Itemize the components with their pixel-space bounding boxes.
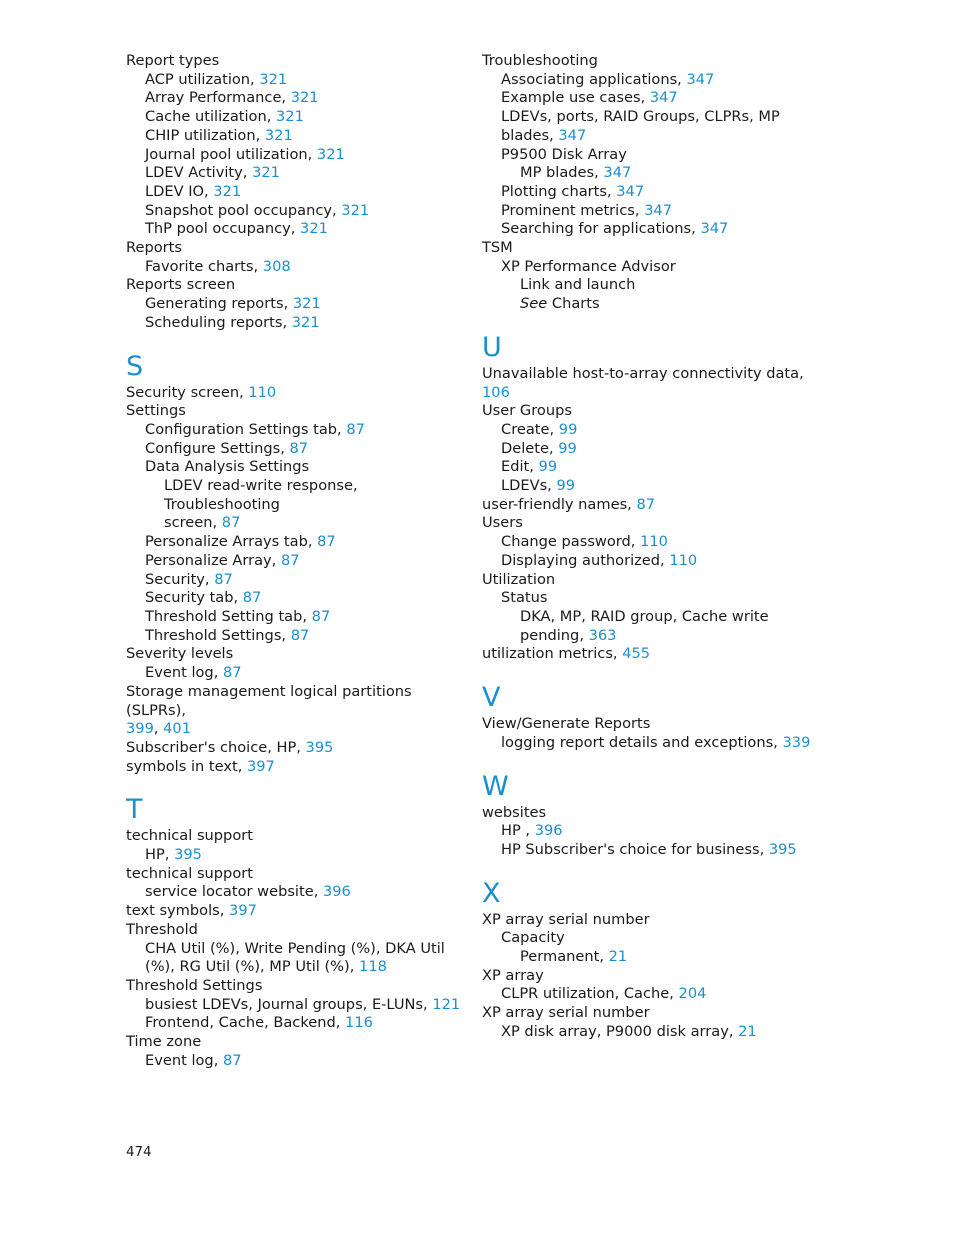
index-entry (126, 458, 461, 477)
index-term: Capacity (501, 929, 565, 947)
index-term: Personalize Arrays tab, (145, 533, 318, 551)
index-entry (482, 552, 817, 571)
index-entry (126, 921, 461, 940)
page-link[interactable]: 99 (556, 477, 576, 495)
index-entry (482, 1023, 817, 1042)
index-entry (482, 402, 817, 421)
index-term: View/Generate Reports (482, 715, 651, 733)
index-term: Troubleshooting (482, 52, 598, 69)
index-entry (482, 627, 817, 646)
index-entry (126, 314, 461, 333)
page-link[interactable]: 347 (603, 164, 632, 182)
page-link[interactable]: 106 (482, 383, 510, 401)
index-term: Reports (126, 239, 182, 257)
index-entry (482, 496, 817, 515)
index-term: Create, (501, 420, 559, 438)
index-entry (482, 985, 817, 1004)
index-entry (126, 1033, 461, 1052)
page-link[interactable]: 321 (291, 313, 320, 331)
page-link[interactable]: 395 (174, 846, 202, 864)
index-term: Event log, (145, 1051, 223, 1069)
index-entry (126, 683, 461, 720)
index-entry (482, 967, 817, 986)
page-link[interactable]: 321 (264, 126, 293, 144)
index-term: screen, (164, 514, 222, 532)
page-link[interactable]: 87 (289, 439, 309, 457)
page-link[interactable]: 204 (678, 985, 707, 1003)
index-entry (482, 108, 817, 127)
index-entry (482, 514, 817, 533)
index-term: blades, (501, 126, 559, 144)
index-entry (126, 477, 461, 514)
index-entry (482, 911, 817, 930)
index-entry (126, 533, 461, 552)
index-entry (126, 71, 461, 90)
index-entry (482, 571, 817, 590)
index-entry (482, 822, 817, 841)
page-link[interactable]: 396 (322, 883, 351, 901)
page-link[interactable]: 99 (558, 420, 578, 438)
page-link[interactable]: 116 (345, 1014, 373, 1032)
index-term: busiest LDEVs, Journal groups, E-LUNs, (145, 995, 433, 1013)
index-entry: 399, 401 (126, 720, 191, 738)
page-link[interactable]: 397 (246, 757, 275, 775)
index-entry (126, 571, 461, 590)
index-entry (126, 739, 461, 758)
index-entry (126, 514, 461, 533)
index-entry (482, 948, 817, 967)
index-term: websites (482, 803, 547, 821)
index-term: ThP pool occupancy, (145, 220, 301, 238)
page-link[interactable]: 347 (616, 182, 645, 200)
page-link[interactable]: 363 (588, 626, 617, 644)
index-entry (126, 52, 461, 71)
page-link[interactable]: 397 (229, 902, 257, 920)
index-entry (126, 164, 461, 183)
index-entry (126, 239, 461, 258)
index-entry (126, 865, 461, 884)
index-term: Data Analysis Settings (145, 458, 310, 476)
page-link[interactable]: 21 (738, 1022, 757, 1040)
index-term: Report types (126, 52, 220, 69)
index-letter-heading: X (482, 877, 501, 909)
index-entry (482, 645, 817, 664)
page-link[interactable]: 321 (292, 295, 321, 313)
index-entry (482, 440, 817, 459)
page-link[interactable]: 99 (538, 458, 558, 476)
index-term: Time zone (126, 1033, 202, 1051)
index-entry (126, 276, 461, 295)
page-link[interactable]: 347 (700, 220, 729, 238)
page-link[interactable]: 87 (317, 533, 336, 551)
index-entry (482, 52, 817, 71)
page-link[interactable]: 321 (276, 108, 304, 126)
index-entry (482, 734, 817, 753)
index-entry (126, 645, 461, 664)
page-link[interactable]: 347 (558, 126, 587, 144)
index-entry (126, 421, 461, 440)
index-term: logging report details and exceptions, (501, 733, 783, 751)
index-term: Prominent metrics, (501, 201, 645, 219)
index-term: user-friendly names, (482, 495, 637, 513)
index-entry (482, 1004, 817, 1023)
index-entry (126, 940, 461, 959)
page-link[interactable]: 308 (262, 257, 291, 275)
index-entry (482, 239, 817, 258)
index-term: Permanent, (520, 948, 609, 966)
index-term: symbols in text, (126, 757, 247, 775)
index-entry (482, 71, 817, 90)
index-term: DKA, MP, RAID group, Cache write (520, 607, 769, 625)
page-number: 474 (126, 1145, 152, 1160)
index-entry (126, 608, 461, 627)
index-term: Security tab, (145, 589, 243, 607)
page-link[interactable]: 87 (222, 664, 242, 682)
page-link[interactable]: 87 (221, 514, 241, 532)
index-entry (482, 715, 817, 734)
index-term: XP array (482, 966, 544, 984)
page-link[interactable]: 87 (214, 570, 233, 588)
index-entry (482, 365, 817, 402)
index-term: Frontend, Cache, Backend, (145, 1014, 346, 1032)
index-entry (126, 552, 461, 571)
page-link[interactable]: 395 (768, 840, 797, 858)
index-term: (%), RG Util (%), MP Util (%), (145, 958, 360, 976)
index-entry (126, 258, 461, 277)
index-term: LDEVs, (501, 477, 557, 495)
index-column-left (126, 52, 461, 1070)
index-entry (126, 664, 461, 683)
page-link[interactable]: 321 (316, 145, 345, 163)
index-term: XP array serial number (482, 1004, 650, 1022)
index-term: User Groups (482, 402, 572, 420)
index-term: XP array serial number (482, 910, 650, 928)
index-term: LDEV read-write response, Troubleshooting (164, 477, 358, 513)
index-entry (482, 458, 817, 477)
index-term: Reports screen (126, 276, 236, 294)
index-letter-heading: U (482, 331, 502, 363)
page-link[interactable]: 395 (305, 738, 334, 756)
index-letter-heading: S (126, 350, 144, 382)
index-entry (482, 295, 817, 314)
index-entry (126, 384, 461, 403)
index-term: Link and launch (520, 276, 636, 294)
index-term: Example use cases, (501, 89, 650, 107)
index-term: Utilization (482, 570, 556, 588)
index-term: technical support (126, 864, 253, 882)
page-link[interactable]: 455 (622, 645, 651, 663)
index-entry (482, 202, 817, 221)
index-entry (482, 146, 817, 165)
index-term: Settings (126, 402, 186, 420)
index-entry (126, 883, 461, 902)
index-entry (126, 1052, 461, 1071)
page-link[interactable]: 110 (640, 533, 668, 551)
index-entry (126, 1014, 461, 1033)
page-link[interactable]: 118 (359, 958, 387, 976)
index-term: MP blades, (520, 164, 604, 182)
index-entry (482, 183, 817, 202)
page-link[interactable]: 99 (558, 439, 577, 457)
index-entry (482, 841, 817, 860)
page-link[interactable]: 87 (222, 1051, 242, 1069)
index-entry (126, 402, 461, 421)
page-link[interactable]: 21 (608, 948, 628, 966)
index-term: Array Performance, (145, 89, 291, 107)
page-link[interactable]: 87 (290, 626, 310, 644)
index-term: CHIP utilization, (145, 126, 265, 144)
page-link[interactable]: 399 (126, 720, 154, 738)
index-term: XP disk array, P9000 disk array, (501, 1022, 739, 1040)
index-term: Configuration Settings tab, (145, 420, 347, 438)
page-link[interactable]: 321 (259, 70, 288, 88)
index-term: P9500 Disk Array (501, 145, 627, 163)
index-term: Favorite charts, (145, 257, 263, 275)
index-term: Threshold Settings (126, 976, 263, 994)
index-entry (126, 846, 461, 865)
index-term: Configure Settings, (145, 439, 290, 457)
index-term: Severity levels (126, 645, 234, 663)
page-link[interactable]: 87 (311, 607, 331, 625)
index-entry (482, 164, 817, 183)
index-entry (482, 421, 817, 440)
index-term: Subscriber's choice, HP, (126, 738, 306, 756)
index-term: HP, (145, 846, 175, 864)
index-entry (126, 827, 461, 846)
index-entry (126, 108, 461, 127)
index-term: Associating applications, (501, 70, 687, 88)
index-entry (126, 89, 461, 108)
index-entry (126, 977, 461, 996)
page-link[interactable]: 321 (290, 89, 319, 107)
index-term: LDEV IO, (145, 182, 214, 200)
index-entry (126, 996, 461, 1015)
index-entry (482, 589, 817, 608)
index-term: Cache utilization, (145, 108, 276, 126)
index-term: Personalize Array, (145, 551, 281, 569)
index-entry (126, 589, 461, 608)
page-link[interactable]: 87 (242, 589, 262, 607)
index-entry (126, 440, 461, 459)
page-link[interactable]: 87 (636, 495, 656, 513)
index-term: Security, (145, 570, 215, 588)
index-term: Displaying authorized, (501, 551, 670, 569)
index-term: Scheduling reports, (145, 313, 292, 331)
index-term: Threshold Settings, (145, 626, 291, 644)
page-link[interactable]: 87 (346, 420, 365, 438)
index-entry (126, 202, 461, 221)
index-entry (482, 89, 817, 108)
page-link[interactable]: 347 (686, 70, 715, 88)
index-entry (482, 608, 817, 627)
index-term: Searching for applications, (501, 220, 701, 238)
index-entry (126, 958, 461, 977)
index-entry (126, 146, 461, 165)
page-link[interactable]: 339 (782, 733, 811, 751)
page-link[interactable]: 321 (252, 164, 280, 182)
index-letter-heading: T (126, 794, 143, 826)
page-link[interactable]: 401 (163, 720, 191, 738)
index-term: Change password, (501, 533, 641, 551)
index-term: CHA Util (%), Write Pending (%), DKA Util (145, 939, 445, 957)
index-term: Event log, (145, 664, 223, 682)
page-link[interactable]: 321 (341, 201, 370, 219)
index-term: Status (501, 589, 548, 607)
index-term: Plotting charts, (501, 182, 617, 200)
index-term: pending, (520, 626, 589, 644)
page-link[interactable]: 110 (248, 383, 277, 401)
index-term: TSM (482, 239, 513, 257)
index-entry (482, 929, 817, 948)
index-term: ACP utilization, (145, 70, 260, 88)
index-column-right (482, 52, 817, 1042)
page-link[interactable]: 347 (644, 201, 672, 219)
index-entry (126, 127, 461, 146)
index-term: utilization metrics, (482, 645, 623, 663)
index-term: LDEVs, ports, RAID Groups, CLPRs, MP (501, 108, 780, 126)
index-term: Storage management logical partitions (SLPRs), (126, 682, 412, 719)
page-link[interactable]: 110 (669, 551, 698, 569)
index-term: Delete, (501, 439, 559, 457)
index-entry (482, 258, 817, 277)
index-term: service locator website, (145, 883, 323, 901)
index-entry (482, 533, 817, 552)
index-entry (126, 220, 461, 239)
page-link[interactable]: 121 (432, 995, 461, 1013)
index-entry (126, 295, 461, 314)
index-term: HP Subscriber's choice for business, (501, 840, 769, 858)
see-reference: See (520, 295, 548, 313)
index-entry (126, 902, 461, 921)
index-term: Snapshot pool occupancy, (145, 201, 342, 219)
page-link[interactable]: 321 (213, 182, 242, 200)
index-term: Generating reports, (145, 295, 293, 313)
index-entry (482, 804, 817, 823)
index-term: CLPR utilization, Cache, (501, 985, 679, 1003)
index-letter-heading: W (482, 770, 509, 802)
index-term: Threshold Setting tab, (145, 607, 312, 625)
page-link[interactable]: 321 (300, 220, 328, 238)
index-entry (482, 127, 817, 146)
index-term: Charts (547, 295, 600, 313)
index-entry (482, 477, 817, 496)
page-link[interactable]: 347 (649, 89, 678, 107)
index-entry (482, 276, 817, 295)
index-entry (126, 627, 461, 646)
index-entry (126, 183, 461, 202)
index-letter-heading: V (482, 682, 501, 714)
index-term: Journal pool utilization, (145, 145, 317, 163)
index-term: XP Performance Advisor (501, 257, 676, 275)
index-term: Edit, (501, 458, 539, 476)
index-term: Threshold (126, 920, 198, 938)
index-entry (126, 758, 461, 777)
index-entry (482, 220, 817, 239)
index-term: text symbols, (126, 902, 230, 920)
index-term: Users (482, 514, 523, 532)
index-term: Unavailable host-to-array connectivity data, (482, 364, 804, 382)
index-term: LDEV Activity, (145, 164, 253, 182)
index-term: technical support (126, 827, 253, 845)
index-term: HP , (501, 822, 535, 840)
page-link[interactable]: 396 (534, 822, 563, 840)
index-term: Security screen, (126, 383, 249, 401)
page-link[interactable]: 87 (280, 551, 300, 569)
